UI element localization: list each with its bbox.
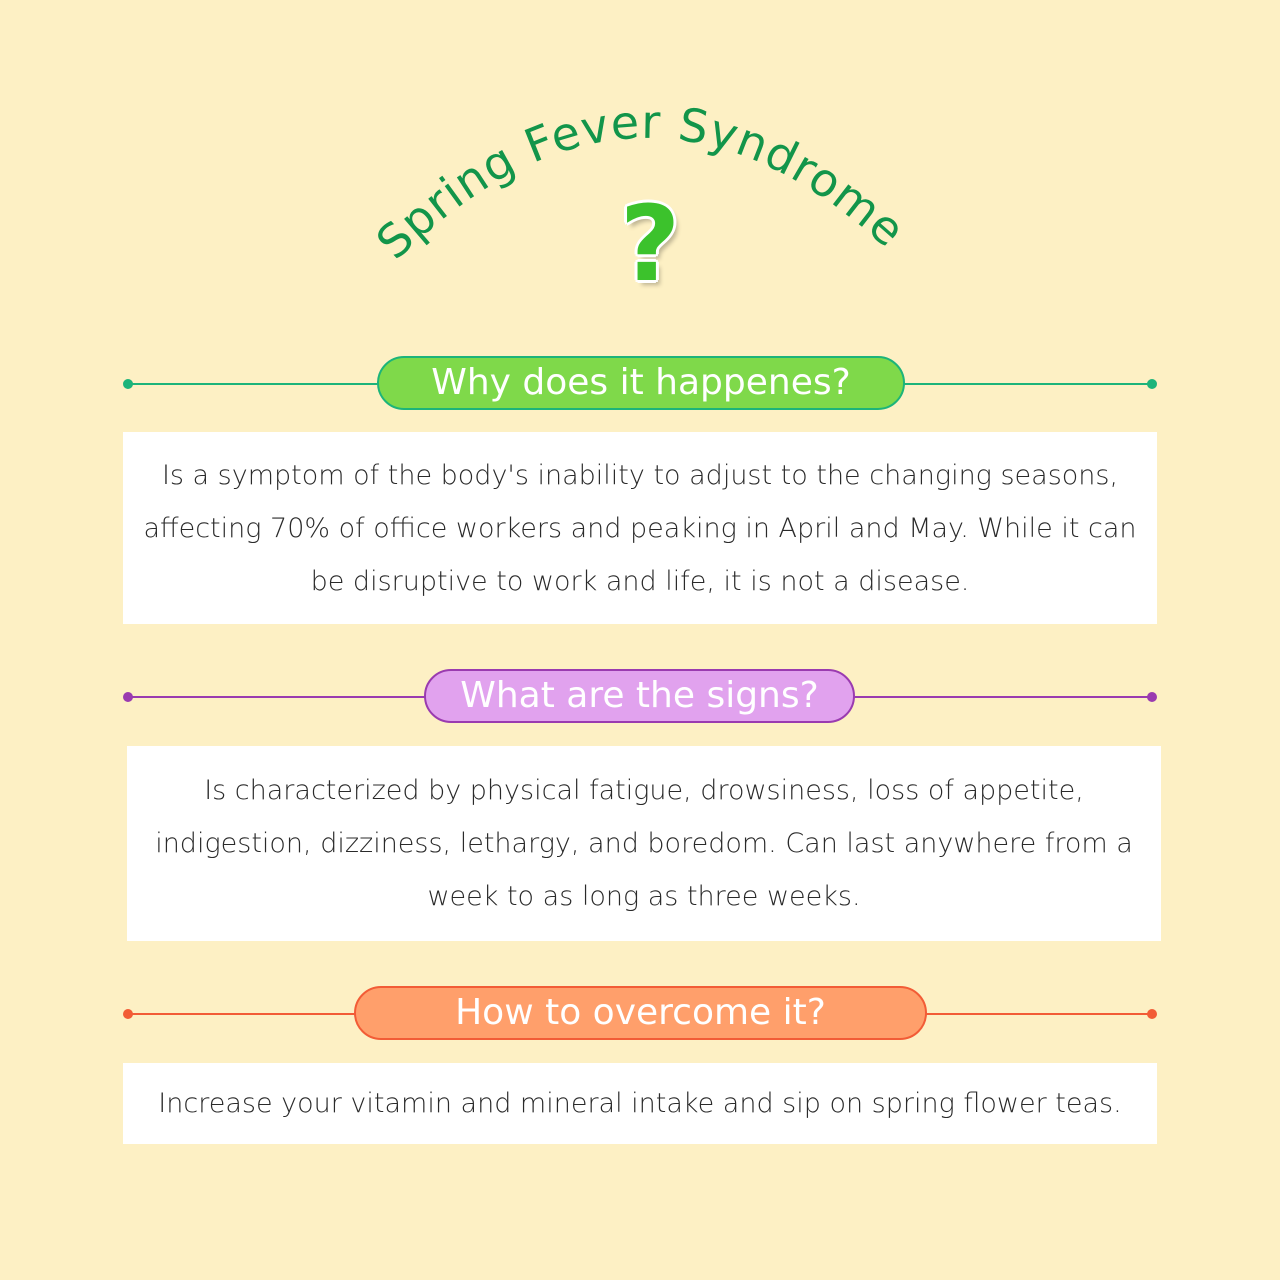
divider-dot-right [1147, 379, 1157, 389]
section-body-why [123, 432, 1157, 624]
question-mark-icon: ? [619, 183, 681, 305]
section-heading-signs: What are the signs? [424, 669, 855, 723]
section-why-header [0, 356, 1280, 416]
page-title: Spring Fever Syndrome [365, 94, 917, 270]
divider-dot-left [123, 692, 133, 702]
section-heading-why: Why does it happenes? [377, 356, 905, 410]
section-text-signs: Is characterized by physical fatigue, drowsiness, loss of appetite, indigestion, dizziness, lethargy, and boredom. Can last anywhere from a week to as long as three weeks. [155, 775, 1133, 912]
divider-dot-left [123, 1009, 133, 1019]
section-heading-overcome: How to overcome it? [354, 986, 927, 1040]
section-body-signs [127, 746, 1161, 941]
section-signs-header [0, 669, 1280, 729]
divider-dot-right [1147, 1009, 1157, 1019]
divider-dot-left [123, 379, 133, 389]
divider-dot-right [1147, 692, 1157, 702]
section-text-why: Is a symptom of the body's inability to adjust to the changing seasons, affecting 70% of office workers and peaking in April and May. While it can be disruptive to work and life, it is not a disease. [143, 459, 1137, 597]
section-text-overcome: Increase your vitamin and mineral intake and sip on spring flower teas. [158, 1088, 1122, 1119]
title-area [0, 0, 1280, 320]
section-overcome-header [0, 986, 1280, 1046]
section-body-overcome [123, 1063, 1157, 1144]
